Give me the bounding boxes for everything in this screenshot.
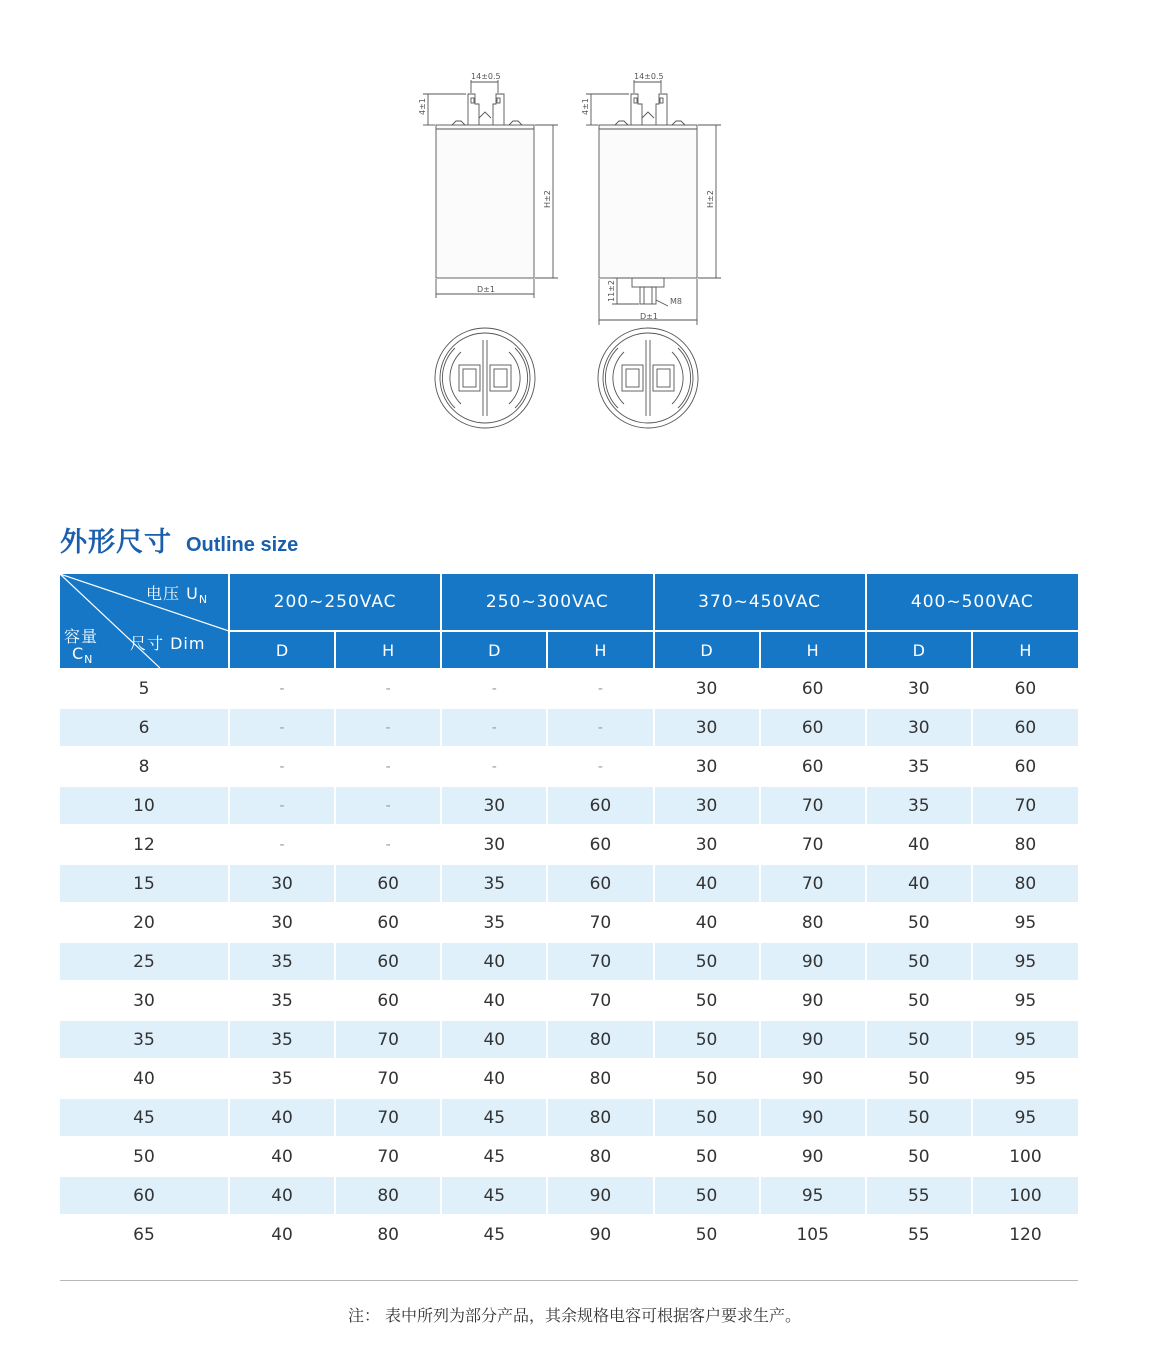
dimension-cell: 50 (866, 1137, 972, 1176)
dimension-cell: 50 (654, 1215, 760, 1253)
dimension-cell: 105 (760, 1215, 866, 1253)
table-row (60, 669, 1078, 708)
dimension-cell: 50 (866, 1020, 972, 1059)
dimension-cell: 60 (547, 825, 653, 864)
table-row (60, 708, 1078, 747)
dimension-cell: 30 (654, 708, 760, 747)
dimension-cell: 50 (866, 942, 972, 981)
dimension-cell: 45 (441, 1176, 547, 1215)
dimension-cell: 80 (335, 1215, 441, 1253)
dimension-cell: 90 (760, 1098, 866, 1137)
dimension-cell: - (229, 669, 335, 708)
dimension-cell: 40 (441, 1059, 547, 1098)
dim-header: H (760, 631, 866, 669)
voltage-group-header: 200~250VAC (229, 574, 441, 631)
dimension-cell: 30 (441, 825, 547, 864)
capacity-cell: 60 (60, 1176, 229, 1215)
dimension-cell: 30 (229, 864, 335, 903)
dimension-cell: 40 (654, 903, 760, 942)
dim-header: H (335, 631, 441, 669)
dimension-cell: 70 (547, 903, 653, 942)
dimension-cell: 60 (547, 864, 653, 903)
dimension-cell: - (547, 669, 653, 708)
corner-capacity-label: 容量 (64, 627, 99, 646)
pin-spacing-label-right: 14±0.5 (634, 72, 664, 81)
dimension-cell: 95 (972, 903, 1078, 942)
capacity-cell: 15 (60, 864, 229, 903)
dimension-cell: 40 (441, 981, 547, 1020)
voltage-group-header: 400~500VAC (866, 574, 1078, 631)
dimension-cell: 90 (760, 1059, 866, 1098)
dimension-cell: 35 (229, 981, 335, 1020)
corner-capacity-symbol: $C_N$ (72, 644, 94, 667)
table-row (60, 747, 1078, 786)
dimension-cell: 120 (972, 1215, 1078, 1253)
dimension-cell: 35 (441, 864, 547, 903)
dimension-cell: 100 (972, 1176, 1078, 1215)
dimension-cell: 95 (972, 981, 1078, 1020)
dimension-cell: 80 (547, 1059, 653, 1098)
dimension-cell: 40 (229, 1137, 335, 1176)
dimension-cell: 35 (441, 903, 547, 942)
dimension-cell: 90 (760, 1137, 866, 1176)
capacity-cell: 12 (60, 825, 229, 864)
dimension-cell: 50 (654, 942, 760, 981)
section-heading (60, 520, 298, 560)
dimension-cell: 80 (335, 1176, 441, 1215)
dimension-cell: 70 (972, 786, 1078, 825)
capacity-cell: 6 (60, 708, 229, 747)
table-corner-header (60, 574, 229, 669)
diameter-label-left: D±1 (477, 285, 495, 294)
diameter-label-right: D±1 (640, 312, 658, 321)
dimension-cell: 95 (972, 1098, 1078, 1137)
dimension-cell: 95 (760, 1176, 866, 1215)
dimension-cell: 90 (760, 942, 866, 981)
dimension-cell: 40 (654, 864, 760, 903)
dimension-cell: 30 (654, 669, 760, 708)
dimension-cell: 60 (335, 903, 441, 942)
height-label-right: H±2 (706, 190, 715, 208)
dimension-cell: - (229, 786, 335, 825)
dim-header: H (547, 631, 653, 669)
capacity-cell: 10 (60, 786, 229, 825)
capacitor-top-view-left (435, 328, 535, 428)
dimension-cell: 40 (866, 825, 972, 864)
dimension-cell: 30 (654, 747, 760, 786)
capacity-cell: 25 (60, 942, 229, 981)
dimension-cell: 100 (972, 1137, 1078, 1176)
voltage-group-header: 250~300VAC (441, 574, 653, 631)
dimension-cell: 50 (866, 1098, 972, 1137)
table-row (60, 903, 1078, 942)
dimension-cell: 95 (972, 1020, 1078, 1059)
dimension-cell: 60 (760, 708, 866, 747)
dimension-cell: - (229, 825, 335, 864)
dimension-cell: - (229, 708, 335, 747)
dimension-cell: 50 (654, 1137, 760, 1176)
dimension-cell: 50 (866, 903, 972, 942)
dimension-cell: 90 (547, 1215, 653, 1253)
dimension-cell: 50 (654, 981, 760, 1020)
dimension-cell: 40 (229, 1176, 335, 1215)
dimension-cell: 45 (441, 1098, 547, 1137)
dimension-cell: 35 (866, 747, 972, 786)
dimension-cell: 50 (866, 981, 972, 1020)
capacity-cell: 5 (60, 669, 229, 708)
dimension-cell: 40 (229, 1098, 335, 1137)
dimension-cell: 60 (972, 747, 1078, 786)
capacity-cell: 8 (60, 747, 229, 786)
table-row (60, 1059, 1078, 1098)
dimension-cell: 35 (229, 1059, 335, 1098)
capacity-cell: 65 (60, 1215, 229, 1253)
dimension-cell: - (229, 747, 335, 786)
capacity-cell: 45 (60, 1098, 229, 1137)
dimension-cell: 90 (760, 981, 866, 1020)
footer-divider (60, 1280, 1078, 1281)
dimension-cell: 50 (866, 1059, 972, 1098)
capacity-cell: 40 (60, 1059, 229, 1098)
dimension-cell: - (335, 825, 441, 864)
table-row (60, 1176, 1078, 1215)
dimension-cell: 90 (760, 1020, 866, 1059)
dimension-cell: 30 (654, 786, 760, 825)
dimension-cell: 70 (760, 864, 866, 903)
dimension-cell: - (547, 708, 653, 747)
dimension-cell: 50 (654, 1020, 760, 1059)
dimension-cell: 70 (335, 1059, 441, 1098)
dimension-cell: - (335, 786, 441, 825)
outline-size-table (60, 574, 1078, 1253)
dimension-cell: 60 (335, 942, 441, 981)
pin-spacing-label-left: 14±0.5 (471, 72, 501, 81)
dimension-cell: 30 (229, 903, 335, 942)
pin-height-label-right: 4±1 (581, 98, 590, 115)
dimension-cell: 30 (654, 825, 760, 864)
dimension-cell: 80 (547, 1098, 653, 1137)
dimension-cell: 70 (335, 1098, 441, 1137)
dimension-cell: 70 (547, 981, 653, 1020)
capacitor-side-view-left (423, 80, 558, 298)
table-row (60, 1098, 1078, 1137)
dimension-cell: 30 (866, 708, 972, 747)
dimension-cell: 60 (972, 669, 1078, 708)
dimension-cell: 60 (335, 981, 441, 1020)
table-row (60, 981, 1078, 1020)
dimension-cell: 50 (654, 1059, 760, 1098)
table-row (60, 1020, 1078, 1059)
outline-drawings (0, 0, 1149, 460)
corner-dim-label: 尺寸 Dim (130, 634, 206, 653)
capacity-cell: 50 (60, 1137, 229, 1176)
dimension-cell: 35 (229, 942, 335, 981)
dimension-cell: - (335, 708, 441, 747)
dimension-cell: 30 (866, 669, 972, 708)
dimension-cell: 60 (760, 669, 866, 708)
dimension-cell: 45 (441, 1137, 547, 1176)
dimension-cell: - (441, 708, 547, 747)
stud-thread-label: M8 (670, 297, 682, 306)
dimension-cell: 40 (229, 1215, 335, 1253)
table-row (60, 1215, 1078, 1253)
dimension-cell: 70 (547, 942, 653, 981)
capacity-cell: 35 (60, 1020, 229, 1059)
dimension-cell: 50 (654, 1176, 760, 1215)
heading-en: Outline size (186, 534, 299, 556)
corner-voltage-label: 电压 $U_N$ (146, 584, 209, 607)
dimension-cell: - (335, 747, 441, 786)
dimension-cell: 40 (441, 942, 547, 981)
dimension-cell: 55 (866, 1176, 972, 1215)
dimension-cell: 60 (335, 864, 441, 903)
dimension-cell: 95 (972, 1059, 1078, 1098)
table-row (60, 825, 1078, 864)
dimension-cell: - (547, 747, 653, 786)
dimension-cell: 80 (547, 1137, 653, 1176)
dimension-cell: 60 (760, 747, 866, 786)
dimension-cell: 60 (547, 786, 653, 825)
dimension-cell: - (441, 747, 547, 786)
dimension-cell: - (335, 669, 441, 708)
dimension-cell: 55 (866, 1215, 972, 1253)
dimension-cell: 70 (760, 786, 866, 825)
voltage-group-header: 370~450VAC (654, 574, 866, 631)
capacitor-top-view-right (598, 328, 698, 428)
capacity-cell: 30 (60, 981, 229, 1020)
dimension-cell: 30 (441, 786, 547, 825)
dim-header: D (866, 631, 972, 669)
pin-height-label-left: 4±1 (418, 98, 427, 115)
dimension-cell: 95 (972, 942, 1078, 981)
stud-height-label: 11±2 (607, 280, 616, 302)
dimension-cell: 80 (972, 864, 1078, 903)
dim-header: D (441, 631, 547, 669)
dimension-cell: 40 (866, 864, 972, 903)
capacity-cell: 20 (60, 903, 229, 942)
table-row (60, 786, 1078, 825)
dim-header: D (654, 631, 760, 669)
dimension-cell: 80 (547, 1020, 653, 1059)
dimension-cell: 35 (229, 1020, 335, 1059)
dimension-cell: 40 (441, 1020, 547, 1059)
dim-header: D (229, 631, 335, 669)
dimension-cell: 70 (760, 825, 866, 864)
height-label-left: H±2 (543, 190, 552, 208)
footer-note: 注： 表中所列为部分产品，其余规格电容可根据客户要求生产。 (347, 1306, 802, 1325)
dimension-cell: 80 (760, 903, 866, 942)
table-row (60, 864, 1078, 903)
dimension-cell: - (441, 669, 547, 708)
dimension-cell: 90 (547, 1176, 653, 1215)
table-row (60, 1137, 1078, 1176)
dimension-cell: 60 (972, 708, 1078, 747)
table-row (60, 942, 1078, 981)
dim-header: H (972, 631, 1078, 669)
dimension-cell: 70 (335, 1137, 441, 1176)
heading-zh: 外形尺寸 (60, 527, 172, 558)
dimension-cell: 70 (335, 1020, 441, 1059)
dimension-cell: 50 (654, 1098, 760, 1137)
dimension-cell: 45 (441, 1215, 547, 1253)
dimension-cell: 80 (972, 825, 1078, 864)
dimension-cell: 35 (866, 786, 972, 825)
